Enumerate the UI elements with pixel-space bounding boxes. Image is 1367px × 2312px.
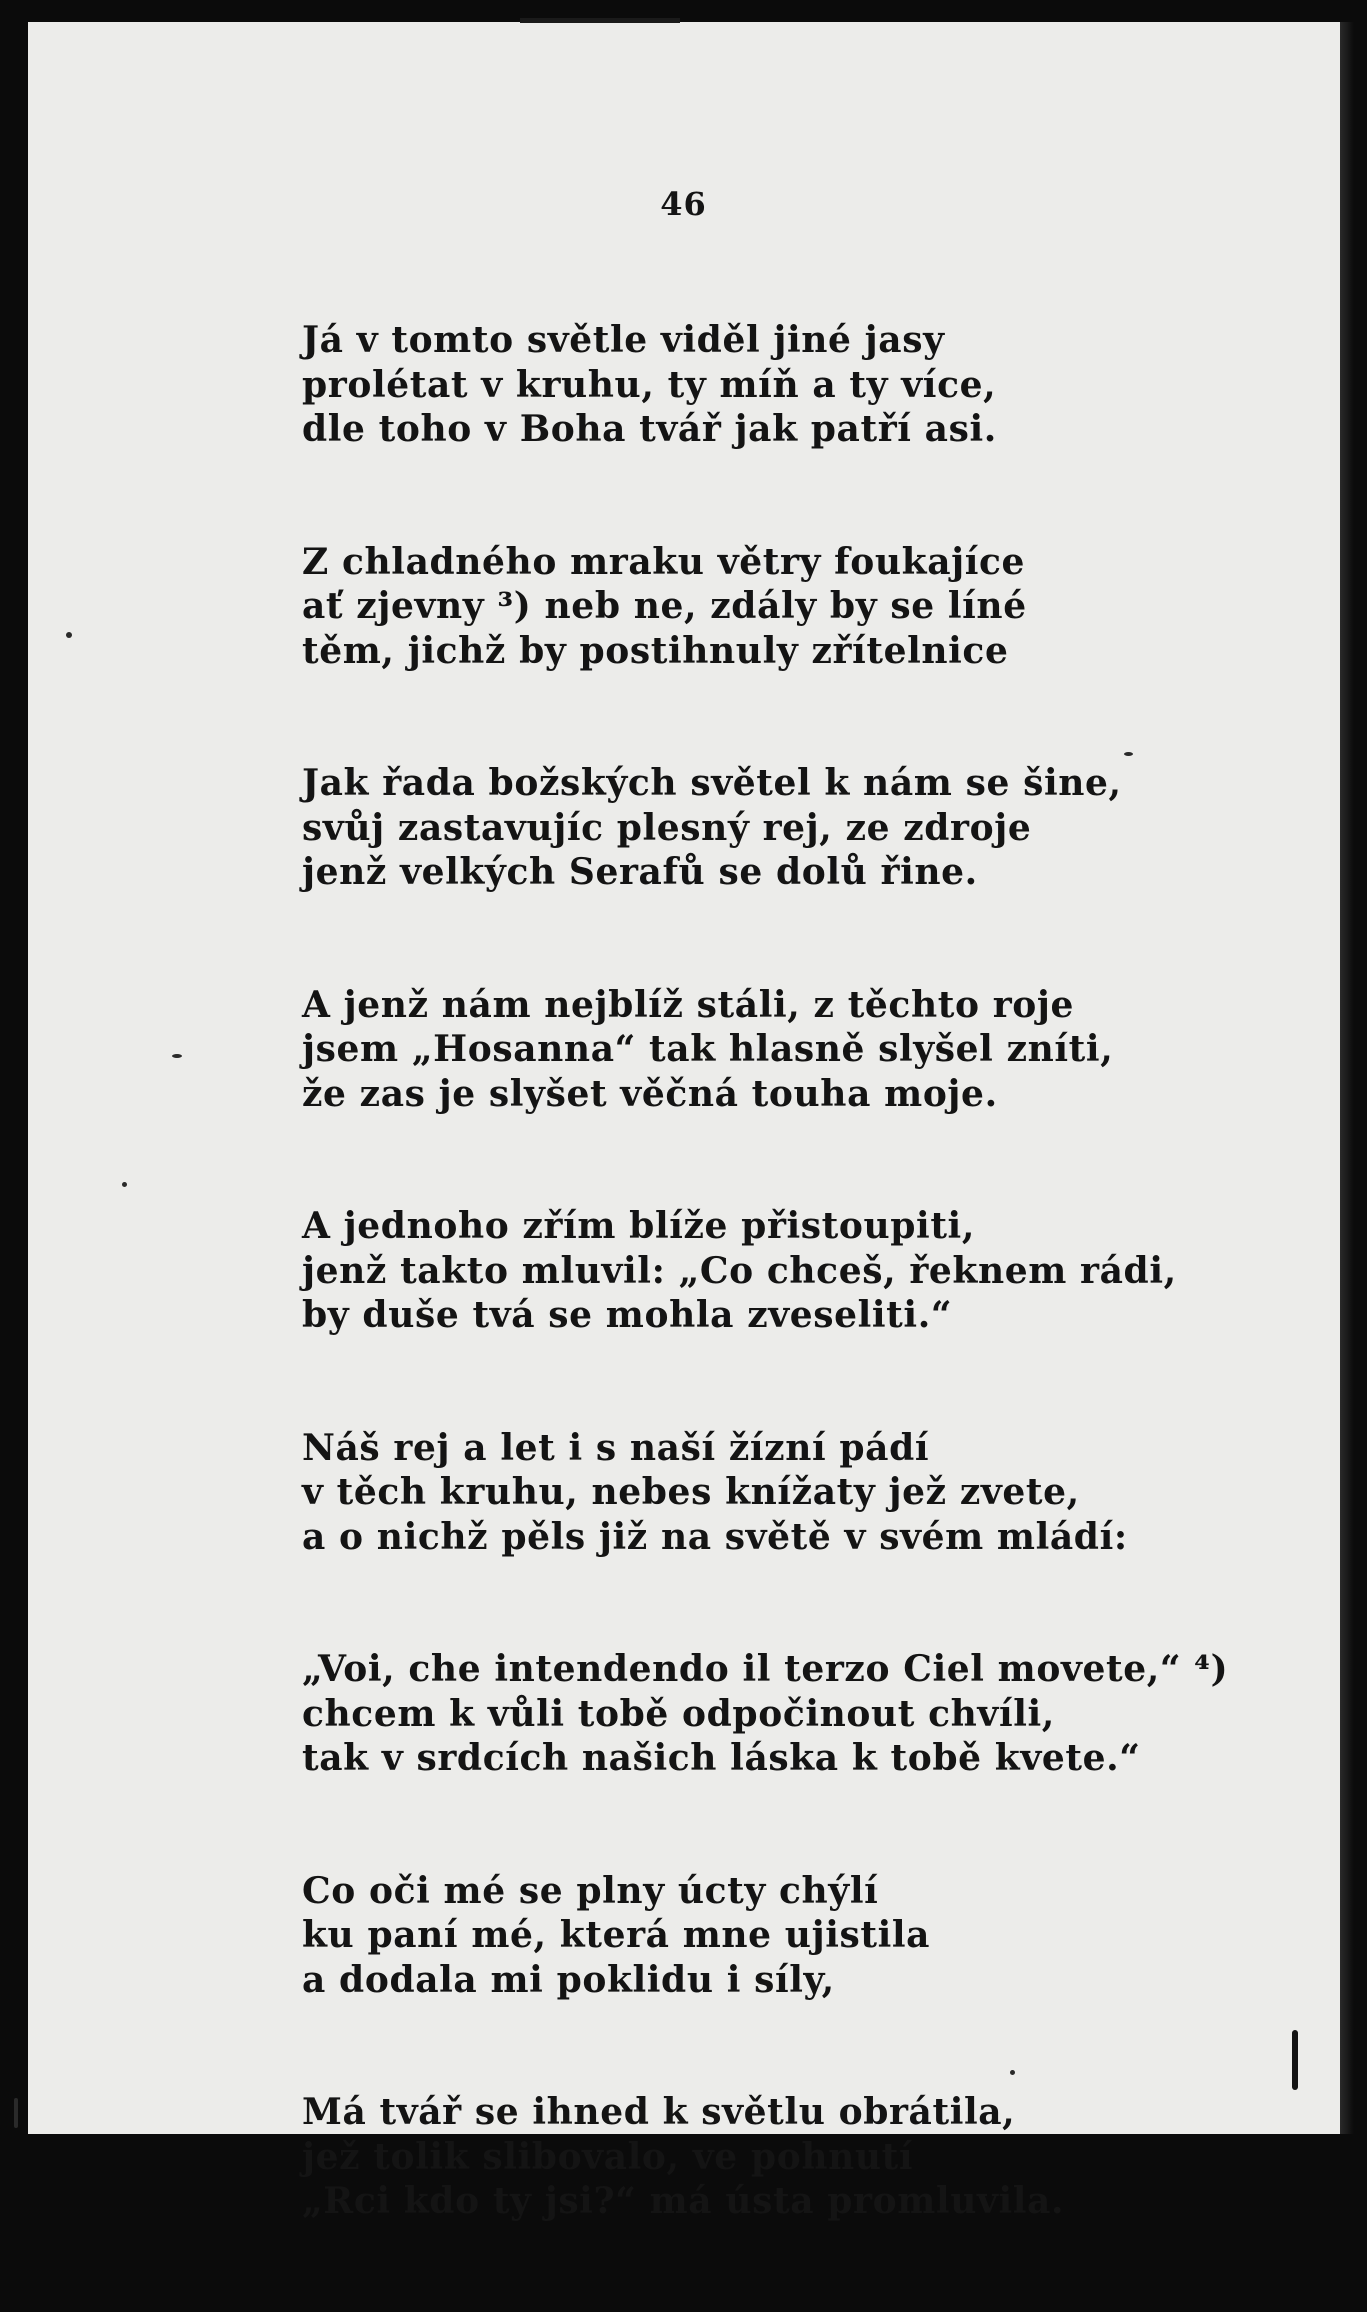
verse-line: a dodala mi poklidu i síly, [302, 1958, 835, 2001]
verse-line: A jenž nám nejblíž stáli, z těchto roje [302, 983, 1074, 1026]
top-edge-mark [520, 18, 680, 23]
verse-line: prolétat v kruhu, ty míň a ty více, [302, 363, 997, 406]
scan-speck [66, 632, 72, 638]
verse-line: ku paní mé, která mne ujistila [302, 1914, 931, 1956]
verse-line: těm, jichž by postihnuly zřítelnice [302, 629, 1009, 672]
stanza [302, 983, 1202, 1117]
stanza [302, 318, 1202, 452]
scan-speck [14, 2098, 18, 2128]
verse-line: že zas je slyšet věčná touha moje. [302, 1072, 998, 1115]
poem [302, 318, 1229, 2312]
verse-line: Co oči mé se plny úcty chýlí [302, 1869, 879, 1912]
verse-line: „Rci kdo ty jsi?“ má ústa promluvila. [302, 2180, 1065, 2222]
verse-line: Z chladného mraku větry foukajíce [302, 540, 1026, 583]
stanza [302, 1647, 1229, 1781]
scan-speck [1124, 752, 1133, 756]
scan-edge-mark [1292, 2030, 1298, 2090]
verse-line: Náš rej a let i s naší žízní pádí [302, 1426, 930, 1469]
verse-line: ať zjevny ³) neb ne, zdály by se líné [302, 585, 1027, 627]
verse-line: Jak řada božských světel k nám se šine, [302, 762, 1122, 804]
stanza [302, 1204, 1202, 1338]
verse-line: svůj zastavujíc plesný rej, ze zdroje [302, 806, 1032, 849]
stanza [302, 1869, 1202, 2003]
verse-line: jež tolik slibovalo, ve pohnutí [302, 2135, 914, 2178]
stanza [302, 540, 1202, 674]
scan-speck [172, 1054, 182, 1058]
stanza [302, 1426, 1202, 1560]
verse-line: Já v tomto světle viděl jiné jasy [302, 319, 945, 361]
verse-line: tak v srdcích našich láska k tobě kvete.“ [302, 1737, 1141, 1779]
scan-speck [122, 1182, 127, 1187]
stanza [302, 2090, 1202, 2224]
stanza [302, 761, 1202, 895]
verse-line: jenž velkých Serafů se dolů řine. [302, 851, 978, 893]
page-edge-shadow [1340, 22, 1354, 2134]
verse-line: „Voi, che intendendo il terzo Ciel movete,“ ⁴) [302, 1648, 1229, 1690]
scan-speck [1010, 2070, 1015, 2075]
verse-line: jsem „Hosanna“ tak hlasně slyšel zníti, [302, 1028, 1114, 1070]
verse-line: chcem k vůli tobě odpočinout chvíli, [302, 1692, 1055, 1735]
verse-line: jenž takto mluvil: „Co chceš, řeknem rádi, [302, 1249, 1177, 1292]
verse-line: by duše tvá se mohla zveseliti.“ [302, 1294, 953, 1336]
verse-line: v těch kruhu, nebes knížaty jež zvete, [302, 1471, 1080, 1513]
verse-line: dle toho v Boha tvář jak patří asi. [302, 408, 997, 450]
page-number: 46 [660, 185, 707, 223]
verse-line: A jednoho zřím blíže přistoupiti, [302, 1205, 975, 1247]
verse-line: a o nichž pěls již na světě v svém mládí: [302, 1515, 1128, 1558]
verse-line: Má tvář se ihned k světlu obrátila, [302, 2091, 1016, 2133]
